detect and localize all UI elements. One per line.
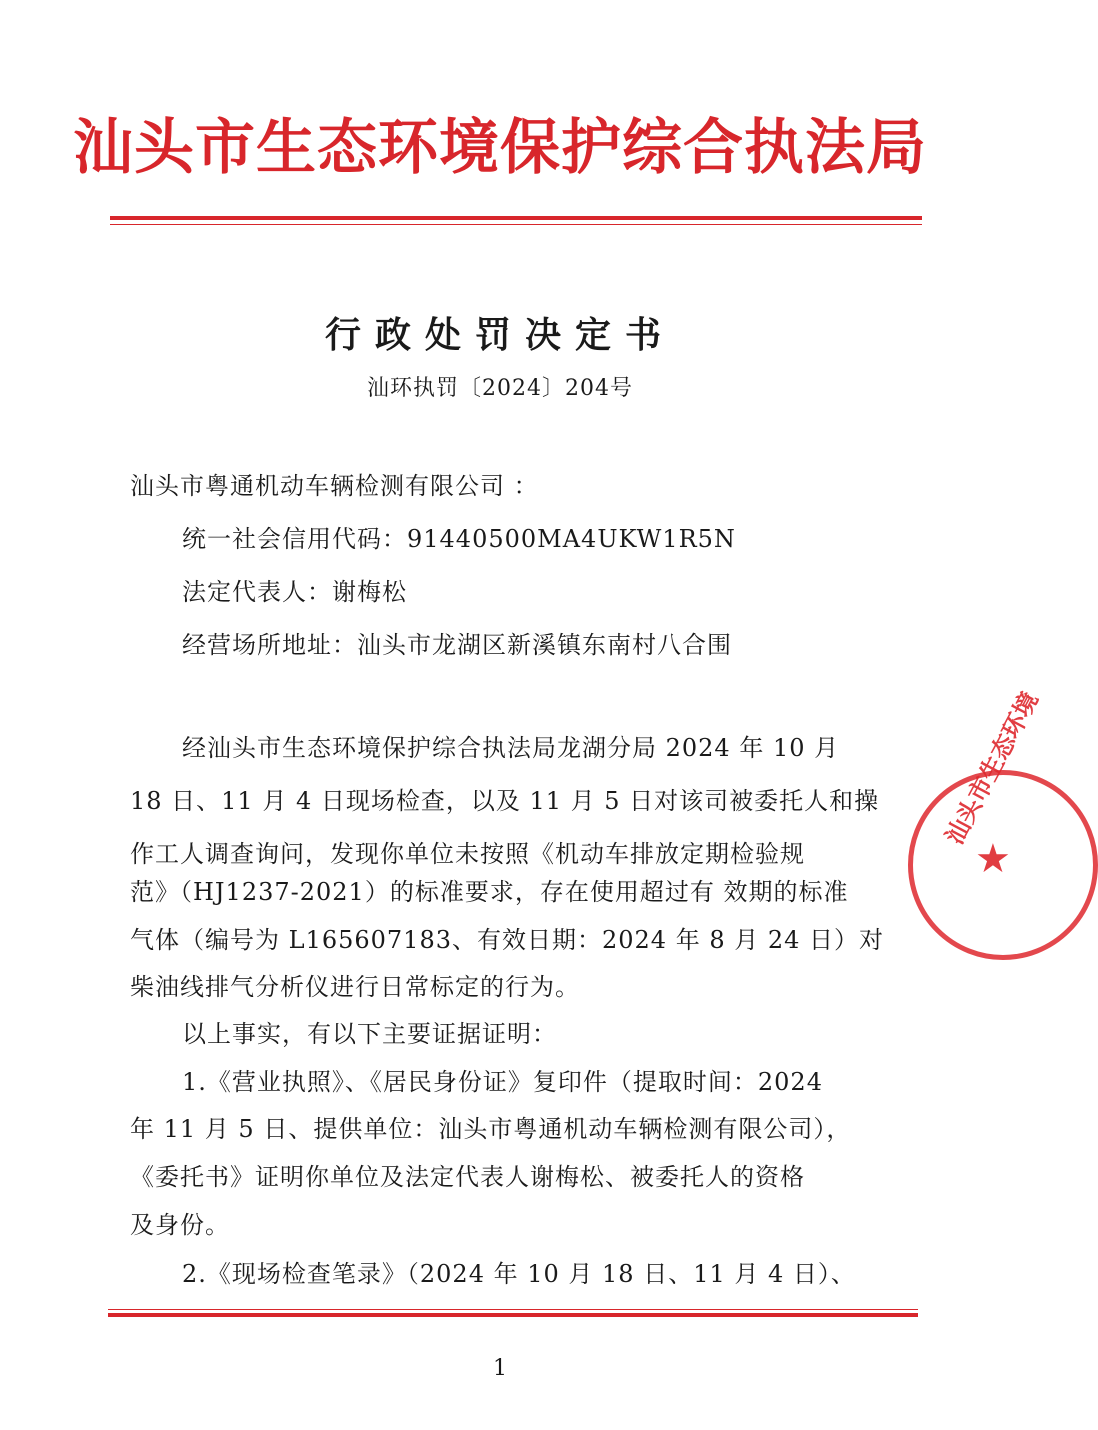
- body-line: 2.《现场检查笔录》（2024 年 10 月 18 日、11 月 4 日）、: [182, 1260, 856, 1288]
- seal-text: 汕头市生态环境: [940, 687, 1044, 849]
- body-line: 柴油线排气分析仪进行日常标定的行为。: [130, 973, 580, 1001]
- body-line: 以上事实，有以下主要证据证明：: [182, 1020, 557, 1048]
- body-line: 范》（HJ1237-2021）的标准要求，存在使用超过有 效期的标准: [130, 878, 849, 906]
- body-line: 作工人调查询问，发现你单位未按照《机动车排放定期检验规: [130, 840, 805, 868]
- document-title: 行政处罚决定书: [324, 315, 675, 356]
- footer-rule-thick: [108, 1313, 918, 1317]
- body-line: 18 日、11 月 4 日现场检查，以及 11 月 5 日对该司被委托人和操: [130, 787, 880, 815]
- header-rule-thin: [110, 224, 922, 225]
- body-line: 年 11 月 5 日、提供单位：汕头市粤通机动车辆检测有限公司），: [130, 1115, 852, 1143]
- star-icon: ★: [975, 836, 1011, 882]
- body-line: 气体（编号为 L165607183、有效日期：2024 年 8 月 24 日）对: [130, 926, 885, 954]
- page-number: 1: [493, 1356, 507, 1381]
- party-legal-rep: 法定代表人：谢梅松: [182, 578, 407, 606]
- body-line: 《委托书》证明你单位及法定代表人谢梅松、被委托人的资格: [130, 1163, 805, 1191]
- party-address: 经营场所地址：汕头市龙湖区新溪镇东南村八合围: [182, 631, 732, 659]
- footer-rule-thin: [108, 1309, 918, 1310]
- body-line: 及身份。: [130, 1211, 230, 1239]
- party-name: 汕头市粤通机动车辆检测有限公司 ：: [130, 472, 539, 500]
- header-rule-thick: [110, 216, 922, 220]
- party-credit-code: 统一社会信用代码：91440500MA4UKW1R5N: [182, 525, 736, 553]
- agency-header: 汕头市生态环境保护综合执法局: [73, 113, 927, 183]
- body-line: 经汕头市生态环境保护综合执法局龙湖分局 2024 年 10 月: [182, 734, 840, 762]
- document-number: 汕环执罚〔2024〕204号: [367, 376, 633, 401]
- official-seal: [908, 687, 1098, 960]
- body-line: 1.《营业执照》、《居民身份证》复印件（提取时间：2024: [182, 1068, 823, 1096]
